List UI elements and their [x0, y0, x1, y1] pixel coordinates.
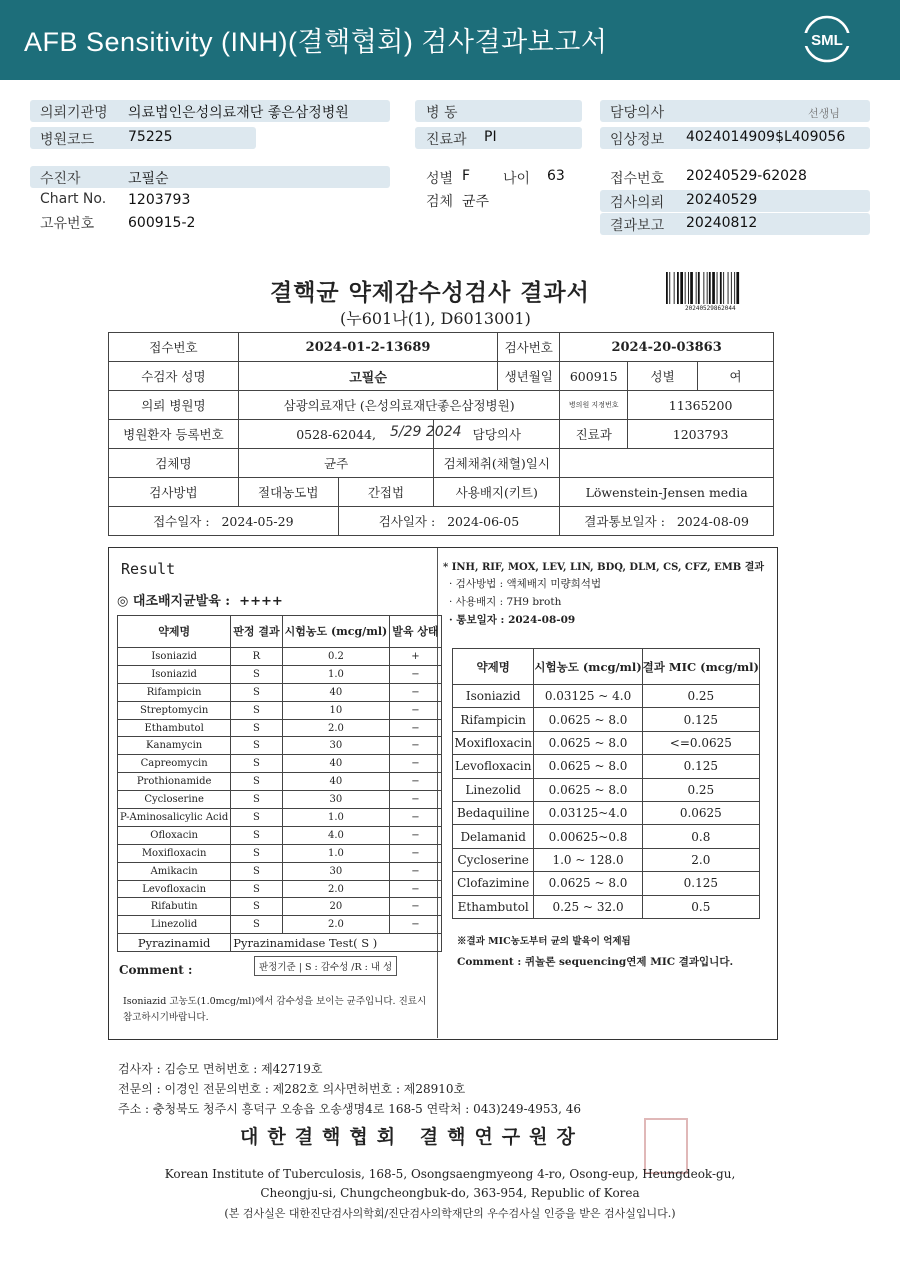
t2-cell: R — [231, 648, 282, 666]
t1-cell: 의뢰 병원명 — [109, 391, 239, 420]
address-english-1: Korean Institute of Tuberculosis, 168-5, Osongsaengmyeong 4-ro, Osong-eup, Heungdeok-gu, — [164, 1167, 736, 1181]
t3-cell: Rifampicin — [453, 708, 534, 731]
t3-cell: Delamanid — [453, 825, 534, 848]
t2-header-cell: 발육 상태 — [390, 616, 441, 648]
table-row — [118, 701, 442, 719]
unique-label: 고유번호 — [40, 216, 95, 232]
t2-cell: 10 — [282, 701, 390, 719]
t2-cell: 30 — [282, 791, 390, 809]
criteria-value: S : 감수성 /R : 내 성 — [304, 962, 393, 973]
barcode-number: 20240529862044 — [685, 305, 736, 312]
t2-cell: − — [390, 862, 441, 880]
t3-cell: 0.0625 ~ 8.0 — [534, 872, 642, 895]
t2-cell: Cycloserine — [118, 791, 231, 809]
t1-cell — [560, 449, 774, 478]
t3-cell: 0.25 ~ 32.0 — [534, 895, 642, 918]
scanned-report — [100, 262, 800, 1262]
t2-cell: P-Aminosalicylic Acid — [118, 809, 231, 827]
table-row — [453, 708, 760, 731]
dept-value: PI — [484, 129, 497, 145]
criteria-label: 판정기준 — [259, 962, 296, 973]
t1-cell: 간접법 — [338, 478, 434, 507]
t2-cell: Capreomycin — [118, 755, 231, 773]
patient-value: 고필순 — [128, 171, 169, 187]
t2-cell: S — [231, 683, 282, 701]
t1-cell: 검체채취(채혈)일시 — [434, 449, 560, 478]
chart-label: Chart No. — [40, 191, 107, 207]
table-row — [118, 683, 442, 701]
certification-note: (본 검사실은 대한진단검사의학회/진단검사의학재단의 우수검사실 인증을 받은 검사실입니다.) — [224, 1207, 676, 1220]
t1-cell: 병의원 지정번호 — [560, 391, 628, 420]
t3-cell: 0.125 — [642, 872, 759, 895]
report-label: 결과보고 — [610, 218, 665, 234]
sex-value: F — [462, 168, 471, 184]
table-row — [453, 895, 760, 918]
t2-cell: 0.2 — [282, 648, 390, 666]
t1-cell: 담당의사 — [434, 420, 560, 449]
table-row — [118, 934, 442, 952]
t1-date-label: 결과통보일자 : — [584, 514, 665, 529]
t2-cell: Streptomycin — [118, 701, 231, 719]
mic-table — [452, 648, 760, 919]
report-value: 20240812 — [686, 215, 758, 231]
table-row — [118, 880, 442, 898]
receipt-value: 20240529-62028 — [686, 168, 807, 184]
mic-date: · 통보일자 : 2024-08-09 — [449, 614, 576, 626]
growth-value: ++++ — [239, 594, 283, 609]
t3-cell: 0.8 — [642, 825, 759, 848]
t1-cell: Löwenstein-Jensen media — [560, 478, 774, 507]
t3-cell: 2.0 — [642, 848, 759, 871]
t2-cell: 30 — [282, 862, 390, 880]
table-row — [118, 737, 442, 755]
t2-cell: Ethambutol — [118, 719, 231, 737]
t1-cell: 생년월일 — [498, 362, 560, 391]
control-growth — [117, 590, 283, 609]
header-bar — [0, 0, 900, 80]
t2-cell: − — [390, 683, 441, 701]
t2-cell: Rifampicin — [118, 683, 231, 701]
t1-cell — [338, 507, 560, 536]
t1-cell: 접수번호 — [109, 333, 239, 362]
t2-header-cell: 약제명 — [118, 616, 231, 648]
t1-cell: 수검자 성명 — [109, 362, 239, 391]
t3-cell: Ethambutol — [453, 895, 534, 918]
t2-cell: 30 — [282, 737, 390, 755]
sml-logo-text: SML — [811, 32, 843, 49]
doctor-label: 담당의사 — [610, 105, 665, 121]
sex-label: 성별 — [426, 171, 454, 187]
table-row — [118, 791, 442, 809]
t2-cell: S — [231, 719, 282, 737]
t2-cell: − — [390, 701, 441, 719]
table-row — [453, 731, 760, 754]
table-row — [118, 648, 442, 666]
t2-cell: S — [231, 844, 282, 862]
table-row — [118, 862, 442, 880]
t2-cell: − — [390, 737, 441, 755]
patient-label: 수진자 — [40, 171, 81, 187]
t2-cell: − — [390, 826, 441, 844]
t3-cell: 0.0625 ~ 8.0 — [534, 755, 642, 778]
clinical-value: 4024014909$L409056 — [686, 129, 846, 145]
info-bar-patient — [30, 166, 390, 188]
t2-header-cell: 시험농도 (mcg/ml) — [282, 616, 390, 648]
mic-method: · 검사방법 : 액체배지 미량희석법 — [449, 578, 602, 590]
t2-cell: S — [231, 701, 282, 719]
footer-specialist: 전문의 : 이경인 전문의번호 : 제282호 의사면허번호 : 제28910호 — [118, 1082, 466, 1096]
t1-cell: 검사번호 — [498, 333, 560, 362]
t2-cell: Prothionamide — [118, 773, 231, 791]
footer-address: 주소 : 충청북도 청주시 흥덕구 오송읍 오송생명4로 168-5 연락처 : 043)249-4953, 46 — [118, 1102, 582, 1116]
clinical-label: 임상정보 — [610, 132, 665, 148]
t3-cell: 1.0 ~ 128.0 — [534, 848, 642, 871]
t2-cell: 40 — [282, 683, 390, 701]
t3-cell: Cycloserine — [453, 848, 534, 871]
t1-cell: 절대농도법 — [238, 478, 338, 507]
specimen-label: 검체 — [426, 194, 454, 210]
t1-cell: 고필순 — [238, 362, 497, 391]
t1-cell: 0528-62044, — [238, 420, 433, 449]
t1-cell: 성별 — [628, 362, 698, 391]
t2-cell: − — [390, 665, 441, 683]
t3-cell: Isoniazid — [453, 685, 534, 708]
t2-cell: 20 — [282, 898, 390, 916]
t1-cell: 병원환자 등록번호 — [109, 420, 239, 449]
table-row — [453, 801, 760, 824]
t3-cell: 0.0625 ~ 8.0 — [534, 731, 642, 754]
t2-cell: S — [231, 665, 282, 683]
address-english-2: Cheongju-si, Chungcheongbuk-do, 363-954, Republic of Korea — [260, 1186, 640, 1200]
comment-label: Comment : — [119, 963, 193, 977]
mic-media: · 사용배지 : 7H9 broth — [449, 596, 562, 608]
t2-header-cell: 판정 결과 — [231, 616, 282, 648]
table-row — [118, 719, 442, 737]
t2-cell: S — [231, 737, 282, 755]
t2-cell: S — [231, 809, 282, 827]
t3-cell: 0.25 — [642, 685, 759, 708]
t3-cell: Clofazimine — [453, 872, 534, 895]
result-box — [108, 547, 778, 1040]
t1-cell — [560, 507, 774, 536]
result-title: Result — [121, 560, 176, 578]
receipt-label: 접수번호 — [610, 171, 665, 187]
t1-cell: 균주 — [238, 449, 433, 478]
t1-date-value: 2024-06-05 — [447, 514, 520, 529]
t3-cell: Linezolid — [453, 778, 534, 801]
t1-cell: 2024-20-03863 — [560, 333, 774, 362]
t3-cell: 0.0625 — [642, 801, 759, 824]
t3-cell: 0.125 — [642, 755, 759, 778]
t1-cell: 600915 — [560, 362, 628, 391]
t3-cell: 0.0625 ~ 8.0 — [534, 708, 642, 731]
t2-cell: − — [390, 880, 441, 898]
handwritten-date: 5/29 2024 — [390, 424, 462, 440]
table-row — [453, 872, 760, 895]
t1-date-value: 2024-08-09 — [676, 514, 749, 529]
institution-label: 의뢰기관명 — [40, 105, 108, 121]
t1-cell: 삼광의료재단 (은성의료재단좋은삼정병원) — [238, 391, 559, 420]
t2-cell: S — [231, 862, 282, 880]
t2-cell: Isoniazid — [118, 665, 231, 683]
t2-cell: − — [390, 773, 441, 791]
t3-cell: 0.0625 ~ 8.0 — [534, 778, 642, 801]
t1-date-label: 접수일자 : — [153, 514, 210, 529]
t3-cell: 0.03125~4.0 — [534, 801, 642, 824]
dept-label: 진료과 — [426, 132, 467, 148]
t1-cell: 11365200 — [628, 391, 774, 420]
t2-cell: Levofloxacin — [118, 880, 231, 898]
t1-date-value: 2024-05-29 — [221, 514, 294, 529]
t2-cell: 4.0 — [282, 826, 390, 844]
t2-cell: 40 — [282, 773, 390, 791]
t3-cell: 0.25 — [642, 778, 759, 801]
t2-cell: S — [231, 826, 282, 844]
table-row — [118, 809, 442, 827]
t3-cell: 0.125 — [642, 708, 759, 731]
chart-value: 1203793 — [128, 192, 191, 208]
table-row — [118, 916, 442, 934]
doc-title: 결핵균 약제감수성검사 결과서 — [270, 279, 590, 306]
t2-cell: S — [231, 880, 282, 898]
t3-header-cell: 결과 MIC (mcg/ml) — [642, 649, 759, 685]
mic-comment: Comment : 퀴놀론 sequencing연제 MIC 결과입니다. — [457, 956, 734, 968]
t2-cell: Kanamycin — [118, 737, 231, 755]
t2-cell: − — [390, 916, 441, 934]
growth-label: ◎ 대조배지균발육 : — [117, 594, 231, 609]
t2-cell: Pyrazinamid — [118, 934, 231, 952]
t3-cell: 0.00625~0.8 — [534, 825, 642, 848]
footer-examiner: 검사자 : 김승모 면허번호 : 제42719호 — [118, 1062, 323, 1076]
table-row — [453, 685, 760, 708]
t2-cell: − — [390, 719, 441, 737]
mic-method-list — [449, 575, 601, 629]
t2-cell: 40 — [282, 755, 390, 773]
t2-cell: S — [231, 916, 282, 934]
t1-cell — [109, 507, 339, 536]
t3-cell: 0.5 — [642, 895, 759, 918]
t2-cell: 2.0 — [282, 719, 390, 737]
t3-cell: Bedaquiline — [453, 801, 534, 824]
table-row — [118, 755, 442, 773]
t2-cell: Rifabutin — [118, 898, 231, 916]
table-row — [453, 848, 760, 871]
t1-date-label: 검사일자 : — [378, 514, 436, 529]
t1-cell: 검사방법 — [109, 478, 239, 507]
doctor-value: 선생님 — [808, 107, 840, 120]
doc-subtitle: (누601나(1), D6013001) — [340, 309, 531, 328]
t1-cell: 사용배지(키트) — [434, 478, 560, 507]
t2-cell: S — [231, 773, 282, 791]
t2-cell: − — [390, 809, 441, 827]
t2-cell: Linezolid — [118, 916, 231, 934]
table-row — [118, 844, 442, 862]
table-row — [453, 778, 760, 801]
t2-cell: Pyrazinamidase Test( S ) — [231, 934, 441, 952]
unique-value: 600915-2 — [128, 215, 196, 231]
t2-cell: S — [231, 755, 282, 773]
institution-value: 의료법인은성의료재단 좋은삼정병원 — [128, 105, 349, 121]
table-row — [118, 665, 442, 683]
t2-cell: − — [390, 755, 441, 773]
ward-label: 병 동 — [426, 105, 458, 121]
t2-cell: 1.0 — [282, 665, 390, 683]
hospital-code-value: 75225 — [128, 129, 173, 145]
t3-cell: 0.03125 ~ 4.0 — [534, 685, 642, 708]
request-value: 20240529 — [686, 192, 758, 208]
table-row — [118, 773, 442, 791]
table-row — [453, 825, 760, 848]
t2-cell: − — [390, 844, 441, 862]
t2-cell: S — [231, 791, 282, 809]
t3-cell: <=0.0625 — [642, 731, 759, 754]
t1-cell: 여 — [698, 362, 774, 391]
t2-cell: − — [390, 898, 441, 916]
t2-cell: S — [231, 898, 282, 916]
t2-cell: Isoniazid — [118, 648, 231, 666]
table-row — [118, 898, 442, 916]
request-label: 검사의뢰 — [610, 195, 665, 211]
specimen-value: 균주 — [462, 194, 490, 210]
sml-logo — [802, 14, 852, 64]
age-value: 63 — [547, 168, 565, 184]
t2-cell: 1.0 — [282, 844, 390, 862]
t2-cell: Ofloxacin — [118, 826, 231, 844]
mic-header: * INH, RIF, MOX, LEV, LIN, BDQ, DLM, CS, CFZ, EMB 결과 — [443, 562, 765, 573]
left-comment-note: Isoniazid 고농도(1.0mcg/ml)에서 감수성을 보이는 균주입니다. 진료시 참고하시기바랍니다. — [123, 996, 427, 1023]
t3-cell: Moxifloxacin — [453, 731, 534, 754]
institute-name: 대한결핵협회 결핵연구원장 — [240, 1126, 584, 1148]
t3-cell: Levofloxacin — [453, 755, 534, 778]
t2-cell: 1.0 — [282, 809, 390, 827]
barcode-icon — [665, 272, 765, 306]
absolute-concentration-table — [117, 615, 442, 952]
t2-cell: Amikacin — [118, 862, 231, 880]
t1-cell: 검체명 — [109, 449, 239, 478]
t1-cell: 진료과 — [560, 420, 628, 449]
criteria-box: 판정기준 | S : 감수성 /R : 내 성 — [254, 956, 397, 976]
mic-note: ※결과 MIC농도부터 균의 발육이 억제됨 — [457, 936, 631, 947]
t2-cell: 2.0 — [282, 916, 390, 934]
age-label: 나이 — [503, 171, 531, 187]
table-row — [118, 826, 442, 844]
report-title: AFB Sensitivity (INH)(결핵협회) 검사결과보고서 — [24, 27, 608, 57]
hospital-code-label: 병원코드 — [40, 132, 95, 148]
t3-header-cell: 시험농도 (mcg/ml) — [534, 649, 642, 685]
t2-cell: Moxifloxacin — [118, 844, 231, 862]
t2-cell: 2.0 — [282, 880, 390, 898]
t1-cell: 1203793 — [628, 420, 774, 449]
t2-cell: + — [390, 648, 441, 666]
t2-cell: − — [390, 791, 441, 809]
t3-header-cell: 약제명 — [453, 649, 534, 685]
t1-cell: 2024-01-2-13689 — [238, 333, 497, 362]
official-seal-icon — [644, 1118, 688, 1174]
table-row — [453, 755, 760, 778]
